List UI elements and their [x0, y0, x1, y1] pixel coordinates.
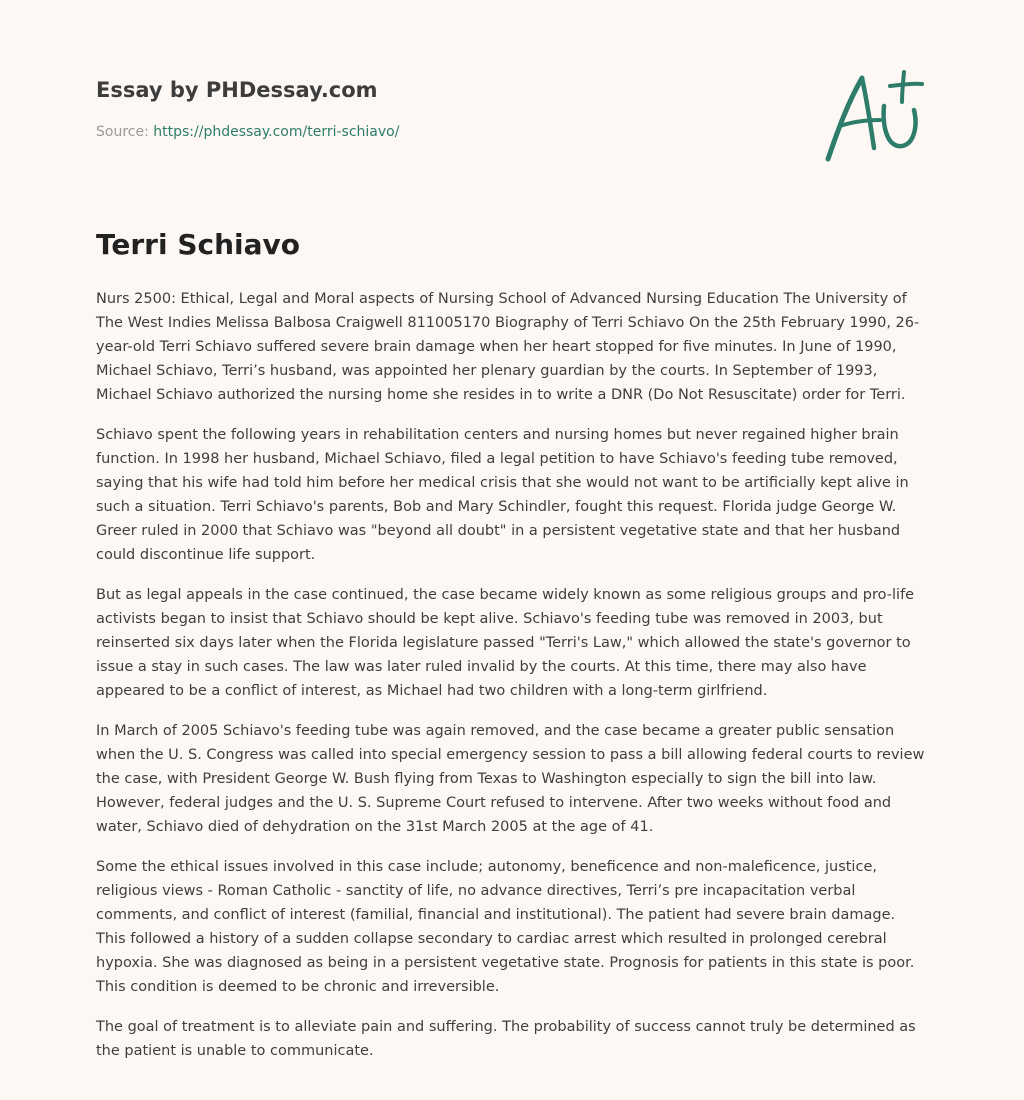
article-paragraph: Some the ethical issues involved in this case include; autonomy, beneficence and non-maleficence, justice, religious views - Roman Catholic - sanctity of life, no advance directives, Terri’s pre incapacitation verbal comments, and conflict of interest (familial, financial and institutional). The patient had severe brain damage. This followed a history of a sudden collapse secondary to cardiac arrest which resulted in prolonged cerebral hypoxia. She was diagnosed as being in a persistent vegetative state. Prognosis for patients in this state is poor. This condition is deemed to be chronic and irreversible. [96, 859, 915, 995]
article-body [96, 287, 928, 1079]
article-title: Terri Schiavo [96, 228, 301, 261]
article-paragraph: In March of 2005 Schiavo's feeding tube was again removed, and the case became a greater public sensation when the U. S. Congress was called into special emergency session to pass a bill allowing federal courts to review the case, with President George W. Bush flying from Texas to Washington especially to sign the bill into law. However, federal judges and the U. S. Supreme Court refused to intervene. After two weeks without food and water, Schiavo died of dehydration on the 31st March 2005 at the age of 41. [96, 723, 925, 835]
article-paragraph: Nurs 2500: Ethical, Legal and Moral aspects of Nursing School of Advanced Nursing Education The University of The West Indies Melissa Balbosa Craigwell 811005170 Biography of Terri Schiavo On the 25th February 1990, 26-year-old Terri Schiavo suffered severe brain damage when her heart stopped for five minutes. In June of 1990, Michael Schiavo, Terri’s husband, was appointed her plenary guardian by the courts. In September of 1993, Michael Schiavo authorized the nursing home she resides in to write a DNR (Do Not Resuscitate) order for Terri. [96, 291, 920, 403]
article-paragraph: Schiavo spent the following years in rehabilitation centers and nursing homes but never regained higher brain function. In 1998 her husband, Michael Schiavo, filed a legal petition to have Schiavo's feeding tube removed, saying that his wife had told him before her medical crisis that she would not want to be artificially kept alive in such a situation. Terri Schiavo's parents, Bob and Mary Schindler, fought this request. Florida judge George W. Greer ruled in 2000 that Schiavo was "beyond all doubt" in a persistent vegetative state and that her husband could discontinue life support. [96, 427, 909, 563]
source-line [96, 122, 796, 142]
source-link[interactable]: https://phdessay.com/terri-schiavo/ [153, 124, 400, 140]
article-paragraph: The goal of treatment is to alleviate pain and suffering. The probability of success cannot truly be determined as the patient is unable to communicate. [96, 1019, 916, 1059]
article-paragraph: But as legal appeals in the case continued, the case became widely known as some religious groups and pro-life activists began to insist that Schiavo should be kept alive. Schiavo's feeding tube was removed in 2003, but reinserted six days later when the Florida legislature passed "Terri's Law," which allowed the state's governor to issue a stay in such cases. The law was later ruled invalid by the courts. At this time, there may also have appeared to be a conflict of interest, as Michael had two children with a long-term girlfriend. [96, 587, 915, 699]
site-header [96, 76, 796, 142]
source-label: Source: [96, 124, 149, 140]
brand-title: Essay by PHDessay.com [96, 78, 378, 102]
a-plus-logo-icon [822, 66, 930, 166]
